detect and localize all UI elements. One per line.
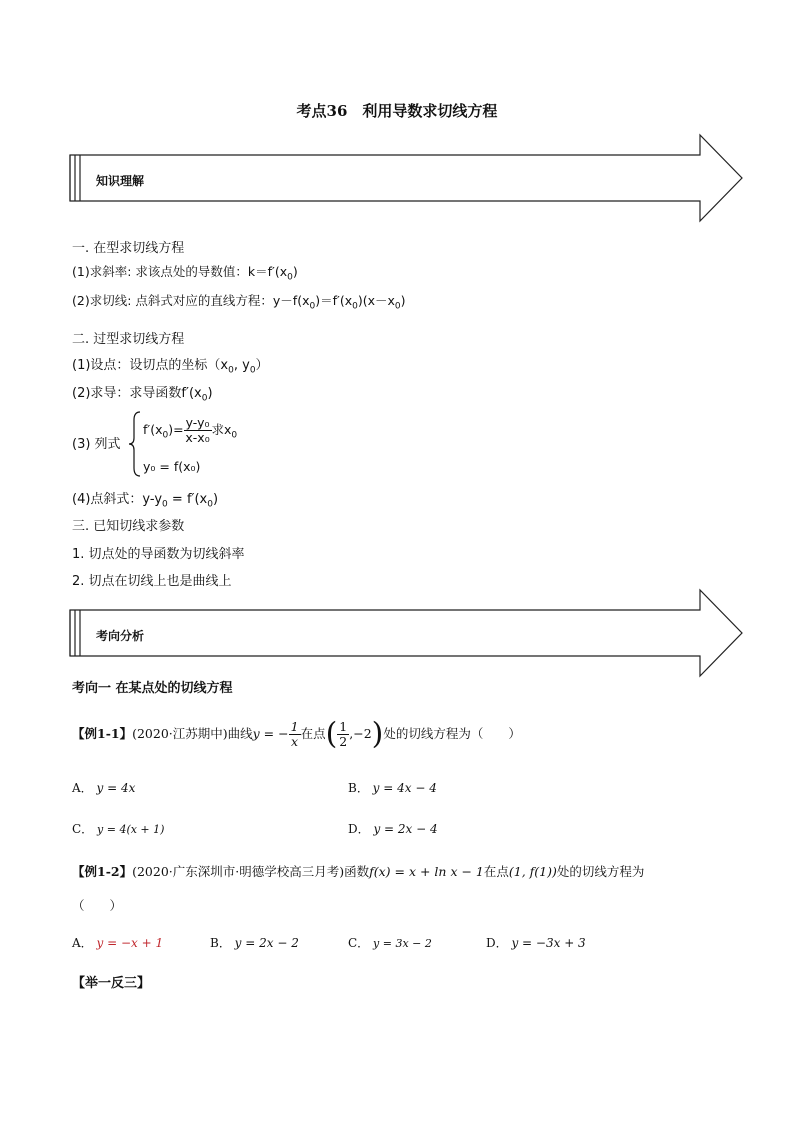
knowledge-heading-3: 三. 已知切线求参数: [72, 519, 185, 534]
example-1-1-option-b[interactable]: B． y = 4x − 4: [348, 781, 437, 795]
page-title: 考点36 利用导数求切线方程: [296, 102, 498, 120]
example-1-2-option-a[interactable]: A． y = −x + 1: [72, 936, 164, 950]
practice-heading: 【举一反三】: [72, 976, 151, 991]
example-1-2-option-b[interactable]: B． y = 2x − 2: [210, 936, 299, 950]
banner-label-knowledge: 知识理解: [96, 174, 145, 188]
example-1-1-option-a[interactable]: A． y = 4x: [72, 781, 136, 795]
example-1-2-blank: （ ）: [72, 898, 123, 913]
banner-label-direction: 考向分析: [96, 629, 145, 643]
knowledge-heading-1: 一. 在型求切线方程: [72, 241, 185, 256]
example-1-1-stem: 【例1-1】(2020·江苏期中)曲线y = − $\frac{1}{x}$ 在点( $\frac{1}{2}$ ,−2)处的切线方程为（ ）: [72, 716, 521, 752]
direction-heading: 考向一 在某点处的切线方程: [72, 681, 233, 696]
left-brace-icon: [128, 410, 142, 478]
example-1-2-stem: 【例1-2】(2020·广东深圳市·明德学校高三月考)函数f(x) = x + ln x − 1在点(1, f(1))处的切线方程为: [72, 864, 645, 879]
section-banner-arrow: [66, 588, 746, 678]
system-equation-2: y₀ = f(x₀): [143, 459, 201, 474]
knowledge-line-1: (1)求斜率: 求该点处的导数值：$k=f'(x_0)$: [72, 264, 298, 283]
example-1-1-option-d[interactable]: D． y = 2x − 4: [348, 822, 438, 836]
knowledge-line-2: (2)求切线: 点斜式对应的直线方程：$y-f(x_0)=f'(x_0)(x-x_0)$: [72, 293, 406, 312]
example-1-2-option-c[interactable]: C． y = 3x − 2: [348, 936, 432, 950]
example-1-2-option-d[interactable]: D． y = −3x + 3: [486, 936, 586, 950]
example-1-1-option-c[interactable]: C． y = 4(x + 1): [72, 822, 165, 836]
knowledge-step-1: (1)设点：设切点的坐标（$x_0$, $y_0$）: [72, 358, 269, 376]
knowledge-step-3-label: (3) 列式: [72, 437, 121, 452]
knowledge-heading-2: 二. 过型求切线方程: [72, 332, 185, 347]
knowledge-tip-2: 2. 切点在切线上也是曲线上: [72, 574, 232, 589]
system-equation-1: $f'(x_0)=$ $\frac{\text{y-y₀}}{\text{x-x₀}}$ 求$x_0$: [143, 415, 238, 445]
knowledge-step-4: (4)点斜式：$y-y_0 = f'(x_0)$: [72, 492, 219, 510]
knowledge-step-2: (2)求导：求导函数$f'(x_0)$: [72, 386, 213, 404]
section-banner-arrow: [66, 133, 746, 223]
knowledge-tip-1: 1. 切点处的导函数为切线斜率: [72, 547, 245, 562]
